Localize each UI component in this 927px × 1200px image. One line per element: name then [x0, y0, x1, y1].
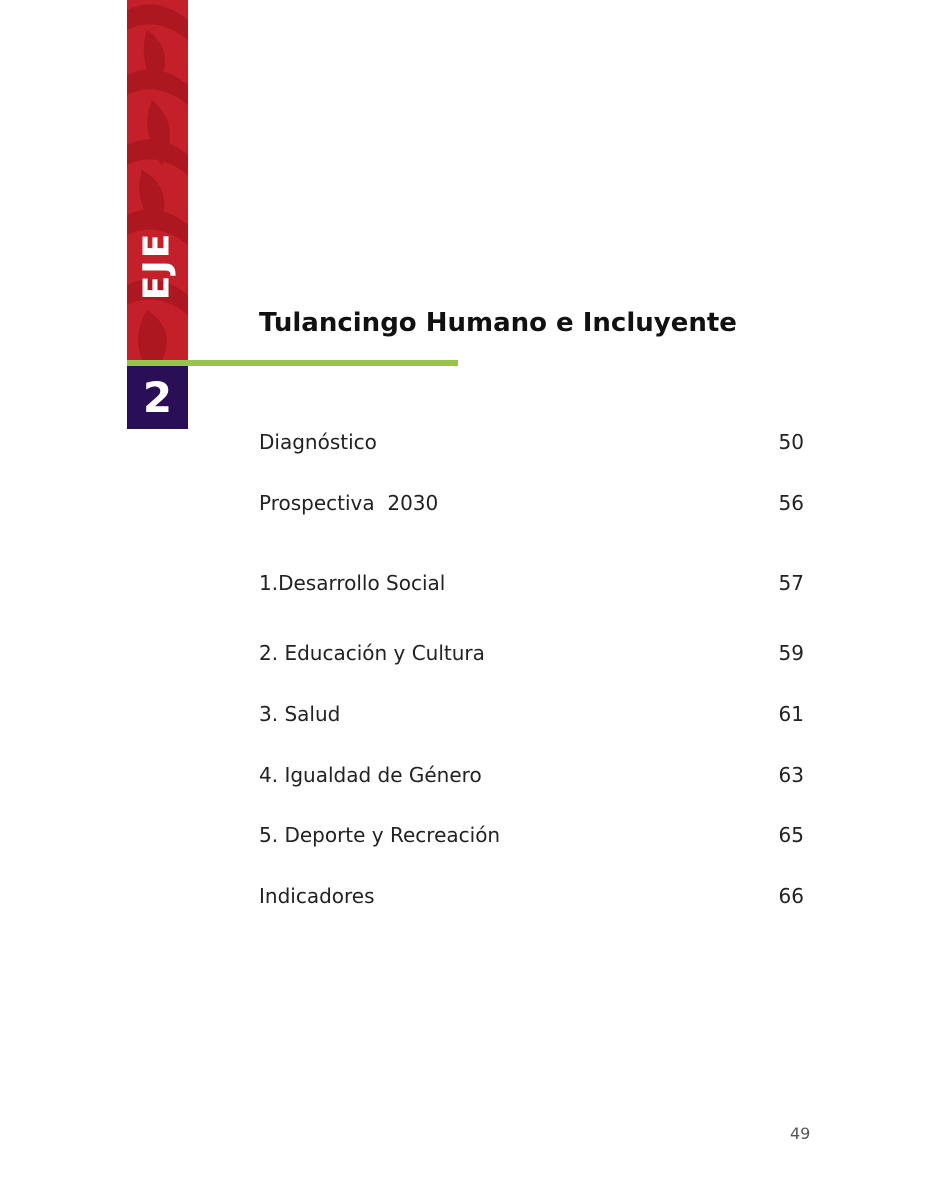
toc-entry-page: 63 — [778, 763, 804, 787]
toc-entry-label: 5. Deporte y Recreación — [259, 823, 501, 847]
axis-number-box: 2 — [127, 366, 188, 429]
toc-entry-page: 59 — [778, 641, 804, 665]
toc-entry-page: 61 — [778, 702, 804, 726]
section-title: Tulancingo Humano e Incluyente — [259, 308, 737, 338]
toc-entry — [259, 702, 804, 726]
toc-entry — [259, 884, 804, 908]
toc-entry-label: Prospectiva 2030 — [259, 491, 439, 515]
toc-entry-label: Diagnóstico — [259, 430, 377, 454]
toc-entry-page: 50 — [778, 430, 804, 454]
toc-entry-label: 4. Igualdad de Género — [259, 763, 482, 787]
toc-entry-page: 66 — [778, 884, 804, 908]
toc-entry — [259, 763, 804, 787]
toc-entry — [259, 823, 804, 847]
toc-entry — [259, 641, 804, 665]
toc-entry-label: Indicadores — [259, 884, 375, 908]
toc-entry — [259, 571, 804, 595]
toc-entry-label: 2. Educación y Cultura — [259, 641, 485, 665]
toc-entry-page: 65 — [778, 823, 804, 847]
toc-entry-label: 1.Desarrollo Social — [259, 571, 446, 595]
toc-entry-page: 57 — [778, 571, 804, 595]
toc-entry-page: 56 — [778, 491, 804, 515]
toc-entry — [259, 430, 804, 454]
eje-label: EJE — [136, 231, 178, 301]
toc-entry-label: 3. Salud — [259, 702, 341, 726]
page-number: 49 — [790, 1124, 811, 1143]
toc-entry — [259, 491, 804, 515]
